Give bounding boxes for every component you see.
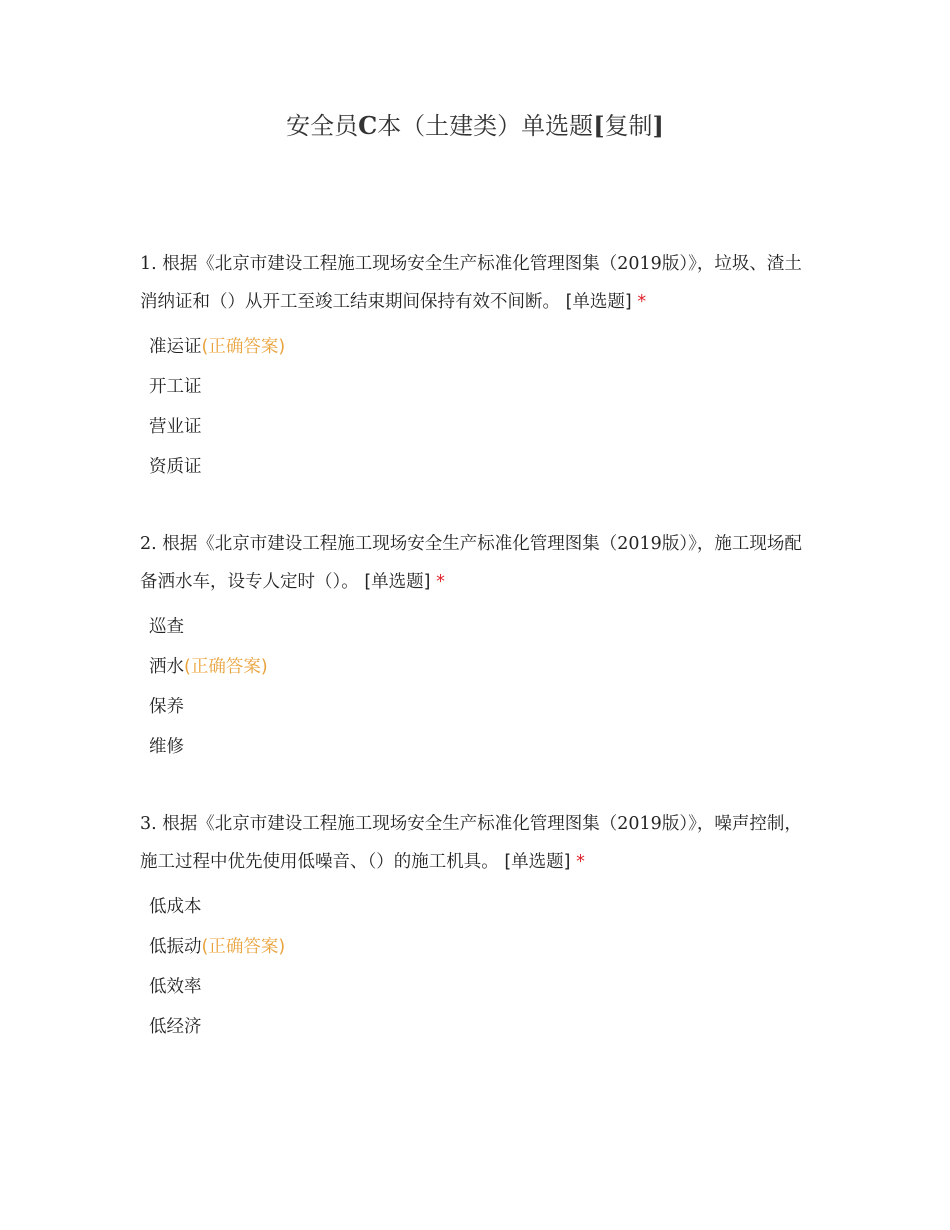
- question-stem: [140, 245, 810, 321]
- option-item[interactable]: [140, 927, 810, 967]
- option-item[interactable]: [140, 687, 810, 727]
- option-text: 低效率: [149, 977, 202, 997]
- stem-text-a: 根据《北京市建设工程施工现场安全生产标准化管理图集（: [162, 814, 618, 834]
- option-item[interactable]: [140, 1007, 810, 1047]
- question-number: 3.: [140, 814, 157, 834]
- question-3: [140, 805, 810, 1047]
- option-text: 低振动: [149, 937, 202, 957]
- question-stem: [140, 525, 810, 601]
- correct-answer-tag: (正确答案): [201, 937, 286, 957]
- required-mark: *: [576, 852, 585, 872]
- option-text: 保养: [149, 697, 184, 717]
- options-list: [140, 607, 810, 767]
- title-bracket-open: [: [593, 111, 605, 140]
- option-item[interactable]: [140, 887, 810, 927]
- stem-text-a: 根据《北京市建设工程施工现场安全生产标准化管理图集（: [162, 254, 618, 274]
- option-text: 开工证: [149, 377, 202, 397]
- stem-year: 2019: [617, 254, 662, 274]
- option-text: 准运证: [149, 337, 202, 357]
- option-text: 低成本: [149, 897, 202, 917]
- question-type-label: [单选题]: [504, 852, 571, 872]
- option-item[interactable]: [140, 967, 810, 1007]
- option-text: 维修: [149, 737, 184, 757]
- option-text: 低经济: [149, 1017, 202, 1037]
- question-stem: [140, 805, 810, 881]
- question-1: [140, 245, 810, 487]
- question-2: [140, 525, 810, 767]
- question-number: 1.: [140, 254, 157, 274]
- option-item[interactable]: [140, 327, 810, 367]
- option-text: 巡查: [149, 617, 184, 637]
- correct-answer-tag: (正确答案): [184, 657, 268, 677]
- option-text: 洒水: [149, 657, 184, 677]
- options-list: [140, 887, 810, 1047]
- question-number: 2.: [140, 534, 157, 554]
- stem-text-a: 根据《北京市建设工程施工现场安全生产标准化管理图集（: [162, 534, 618, 554]
- question-type-label: [单选题]: [364, 572, 431, 592]
- title-copy-label: 复制: [604, 112, 653, 140]
- title-text-3: 本（土建类）单选题: [377, 112, 594, 140]
- required-mark: *: [436, 572, 445, 592]
- question-type-label: [单选题]: [565, 292, 632, 312]
- option-item[interactable]: [140, 647, 810, 687]
- title-bracket-close: ]: [652, 111, 664, 140]
- correct-answer-tag: (正确答案): [201, 337, 286, 357]
- option-text: 资质证: [149, 457, 202, 477]
- option-item[interactable]: [140, 447, 810, 487]
- option-item[interactable]: [140, 407, 810, 447]
- option-item[interactable]: [140, 727, 810, 767]
- stem-text-b: 版）》，噪声控制，施工过程中优先使用低噪音、（）的施工机具。: [140, 814, 802, 872]
- page-title: [0, 108, 950, 144]
- stem-year: 2019: [617, 814, 662, 834]
- title-text-1: 安全员: [286, 112, 359, 140]
- option-item[interactable]: [140, 367, 810, 407]
- title-text-2: C: [358, 111, 378, 140]
- stem-year: 2019: [617, 534, 662, 554]
- stem-text-b: 版）》，施工现场配备洒水车，设专人定时（）。: [140, 534, 802, 592]
- options-list: [140, 327, 810, 487]
- stem-text-b: 版）》，垃圾、渣土消纳证和（）从开工至竣工结束期间保持有效不间断。: [140, 254, 802, 312]
- option-text: 营业证: [149, 417, 202, 437]
- option-item[interactable]: [140, 607, 810, 647]
- required-mark: *: [637, 292, 647, 312]
